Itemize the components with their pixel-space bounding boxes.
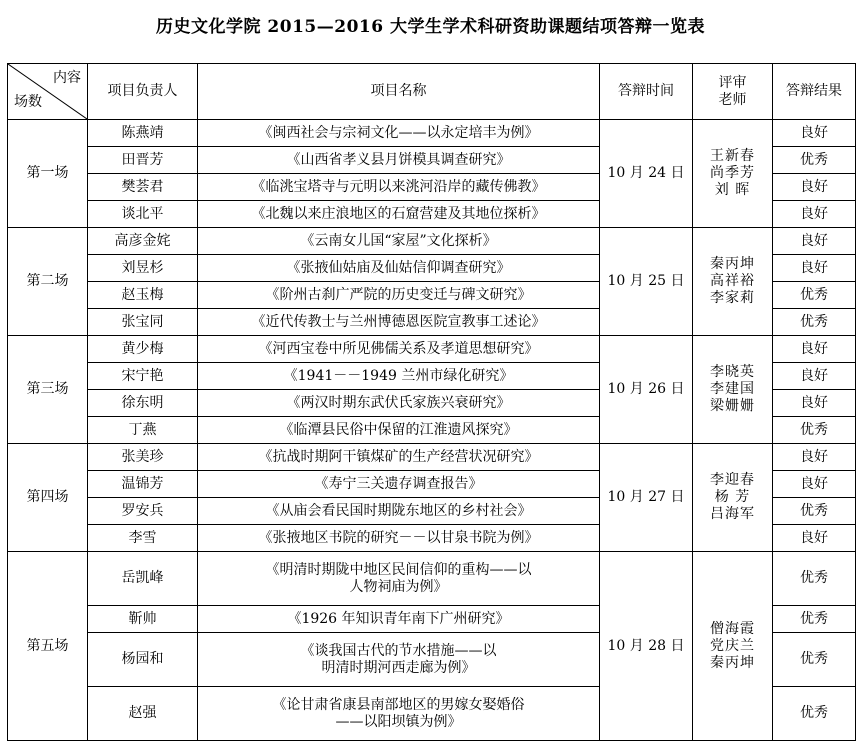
- defense-schedule-table: [7, 63, 856, 741]
- defense-result: 优秀: [773, 309, 856, 336]
- reviewer-name: 梁姗姗: [710, 398, 755, 414]
- table-row: [8, 444, 856, 471]
- header-project: 项目名称: [198, 64, 600, 120]
- project-title-line: 人物祠庙为例》: [349, 578, 448, 595]
- session-name: 第二场: [8, 228, 88, 336]
- reviewer-name: 秦丙坤: [710, 256, 755, 272]
- project-leader: 赵玉梅: [88, 282, 198, 309]
- project-title: 《寿宁三关遗存调查报告》: [198, 471, 600, 498]
- defense-result: 良好: [773, 336, 856, 363]
- project-title: 《张掖仙姑庙及仙姑信仰调查研究》: [198, 255, 600, 282]
- table-row: [8, 120, 856, 147]
- reviewer-name: 高祥裕: [710, 273, 755, 289]
- header-time: 答辩时间: [600, 64, 693, 120]
- project-title-line: 《论甘肃省康县南部地区的男嫁女娶婚俗: [272, 696, 525, 713]
- reviewer-list: [693, 552, 773, 741]
- project-title: 《北魏以来庄浪地区的石窟营建及其地位探析》: [198, 201, 600, 228]
- project-title: 《临潭县民俗中保留的江淮遗风探究》: [198, 417, 600, 444]
- project-leader: 刘昱杉: [88, 255, 198, 282]
- reviewer-name: 王新春: [710, 148, 755, 164]
- project-leader: 张宝同: [88, 309, 198, 336]
- project-leader: 徐东明: [88, 390, 198, 417]
- reviewer-name: 李家莉: [710, 290, 755, 306]
- defense-result: 良好: [773, 444, 856, 471]
- project-leader: 温锦芳: [88, 471, 198, 498]
- header-leader: 项目负责人: [88, 64, 198, 120]
- header-result: 答辩结果: [773, 64, 856, 120]
- defense-result: 良好: [773, 120, 856, 147]
- reviewer-name: 尚季芳: [710, 165, 755, 181]
- project-title: 《近代传教士与兰州博德恩医院宣教事工述论》: [198, 309, 600, 336]
- reviewer-list: [693, 120, 773, 228]
- defense-result: 优秀: [773, 147, 856, 174]
- reviewer-list: [693, 228, 773, 336]
- defense-result: 良好: [773, 471, 856, 498]
- defense-result: 优秀: [773, 282, 856, 309]
- project-leader: 岳凯峰: [88, 552, 198, 606]
- project-title: 《临洮宝塔寺与元明以来洮河沿岸的藏传佛教》: [198, 174, 600, 201]
- project-leader: 陈燕靖: [88, 120, 198, 147]
- reviewer-list: [693, 444, 773, 552]
- project-leader: 杨园和: [88, 633, 198, 687]
- table-row: [8, 552, 856, 606]
- project-title-line: 《明清时期陇中地区民间信仰的重构——以: [265, 561, 532, 578]
- project-title: 《1941－－1949 兰州市绿化研究》: [198, 363, 600, 390]
- project-leader: 樊荟君: [88, 174, 198, 201]
- project-title-line: 明清时期河西走廊为例》: [321, 659, 476, 676]
- reviewer-name: 刘 晖: [714, 182, 751, 198]
- project-leader: 宋宁艳: [88, 363, 198, 390]
- reviewer-name: 党庆兰: [710, 637, 755, 654]
- project-title: [198, 552, 600, 606]
- defense-result: 优秀: [773, 633, 856, 687]
- defense-result: 优秀: [773, 498, 856, 525]
- reviewer-name: 李建国: [710, 381, 755, 397]
- defense-result: 优秀: [773, 552, 856, 606]
- reviewer-list: [693, 336, 773, 444]
- reviewer-name: 杨 芳: [714, 489, 751, 505]
- defense-result: 优秀: [773, 687, 856, 741]
- reviewer-name: 秦丙坤: [710, 654, 755, 671]
- project-leader: 靳帅: [88, 606, 198, 633]
- defense-date: 10 月 24 日: [600, 120, 693, 228]
- reviewer-name: 吕海军: [710, 506, 755, 522]
- project-leader: 李雪: [88, 525, 198, 552]
- header-session-label: 场数: [14, 94, 42, 110]
- defense-result: 优秀: [773, 606, 856, 633]
- page-title: 历史文化学院 2015—2016 大学生学术科研资助课题结项答辩一览表: [156, 17, 705, 37]
- defense-result: 良好: [773, 228, 856, 255]
- defense-result: 良好: [773, 201, 856, 228]
- defense-date: 10 月 25 日: [600, 228, 693, 336]
- defense-result: 优秀: [773, 417, 856, 444]
- session-name: 第一场: [8, 120, 88, 228]
- project-leader: 丁燕: [88, 417, 198, 444]
- defense-date: 10 月 26 日: [600, 336, 693, 444]
- project-title: 《张掖地区书院的研究－－以甘泉书院为例》: [198, 525, 600, 552]
- project-leader: 田晋芳: [88, 147, 198, 174]
- project-title-line: ——以阳坝镇为例》: [335, 713, 462, 730]
- diagonal-header-cell: [8, 64, 88, 120]
- project-leader: 黄少梅: [88, 336, 198, 363]
- defense-date: 10 月 28 日: [600, 552, 693, 741]
- project-title: 《山西省孝义县月饼模具调查研究》: [198, 147, 600, 174]
- project-title: 《阶州古刹广严院的历史变迁与碑文研究》: [198, 282, 600, 309]
- project-title: 《河西宝卷中所见佛儒关系及孝道思想研究》: [198, 336, 600, 363]
- defense-result: 良好: [773, 390, 856, 417]
- session-name: 第五场: [8, 552, 88, 741]
- project-leader: 谈北平: [88, 201, 198, 228]
- project-title-line: 《谈我国古代的节水措施——以: [300, 642, 497, 659]
- session-name: 第四场: [8, 444, 88, 552]
- project-leader: 罗安兵: [88, 498, 198, 525]
- defense-date: 10 月 27 日: [600, 444, 693, 552]
- project-title: 《两汉时期东武伏氏家族兴衰研究》: [198, 390, 600, 417]
- project-title: 《云南女儿国“家屋”文化探析》: [198, 228, 600, 255]
- table-row: [8, 336, 856, 363]
- header-row: [8, 64, 856, 120]
- project-leader: 张美珍: [88, 444, 198, 471]
- project-title: 《抗战时期阿干镇煤矿的生产经营状况研究》: [198, 444, 600, 471]
- project-title: 《1926 年知识青年南下广州研究》: [198, 606, 600, 633]
- defense-result: 良好: [773, 174, 856, 201]
- header-content-label: 内容: [53, 70, 81, 86]
- project-title: 《闽西社会与宗祠文化——以永定培丰为例》: [198, 120, 600, 147]
- reviewer-name: 李晓英: [710, 364, 755, 380]
- project-title: [198, 687, 600, 741]
- reviewer-name: 李迎春: [710, 472, 755, 488]
- defense-result: 良好: [773, 255, 856, 282]
- project-title: [198, 633, 600, 687]
- defense-result: 良好: [773, 363, 856, 390]
- defense-result: 良好: [773, 525, 856, 552]
- header-reviewer: 评审老师: [693, 64, 773, 120]
- project-leader: 高彦金姹: [88, 228, 198, 255]
- table-row: [8, 228, 856, 255]
- project-leader: 赵强: [88, 687, 198, 741]
- project-title: 《从庙会看民国时期陇东地区的乡村社会》: [198, 498, 600, 525]
- reviewer-name: 僧海霞: [710, 620, 755, 637]
- session-name: 第三场: [8, 336, 88, 444]
